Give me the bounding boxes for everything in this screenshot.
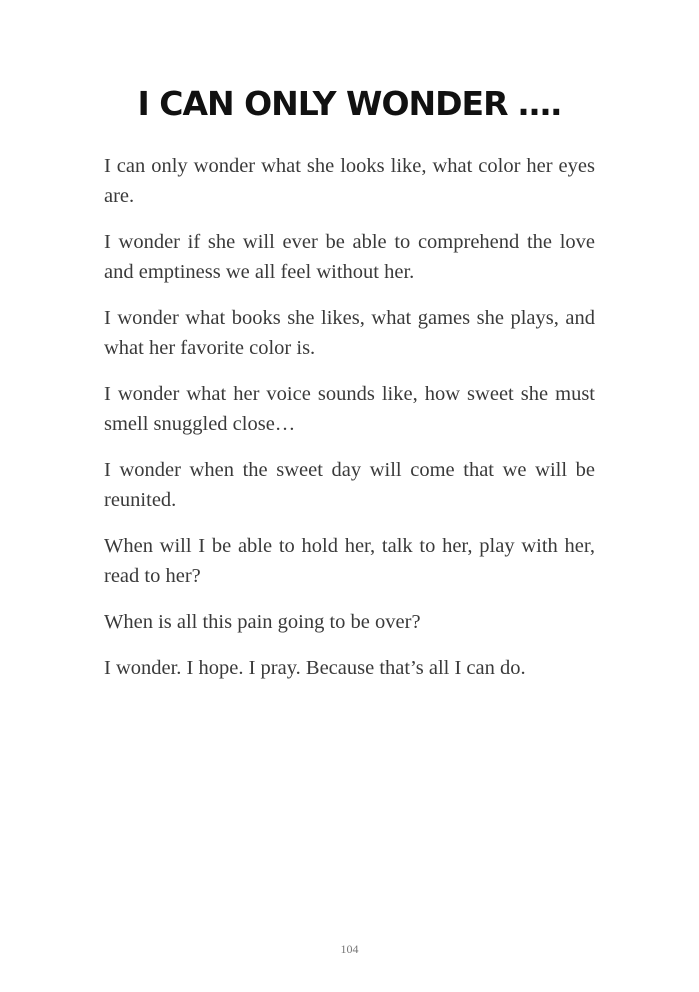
paragraph-4: I wonder what her voice sounds like, how sweet she must smell snuggled close… bbox=[104, 383, 595, 435]
paragraph-7: When is all this pain going to be over? bbox=[104, 611, 421, 633]
paragraph-5: I wonder when the sweet day will come that we will be reunited. bbox=[104, 459, 595, 511]
paragraph-6: When will I be able to hold her, talk to her, play with her, read to her? bbox=[104, 535, 595, 587]
paragraph-1: I can only wonder what she looks like, what color her eyes are. bbox=[104, 155, 595, 207]
body-text bbox=[104, 151, 595, 699]
paragraph-3: I wonder what books she likes, what games she plays, and what her favorite color is. bbox=[104, 307, 595, 359]
paragraph-2: I wonder if she will ever be able to comprehend the love and emptiness we all feel without her. bbox=[104, 231, 595, 283]
paragraph-8: I wonder. I hope. I pray. Because that’s all I can do. bbox=[104, 657, 526, 679]
page-number: 104 bbox=[340, 942, 359, 956]
page-title: I CAN ONLY WONDER …. bbox=[137, 84, 562, 123]
